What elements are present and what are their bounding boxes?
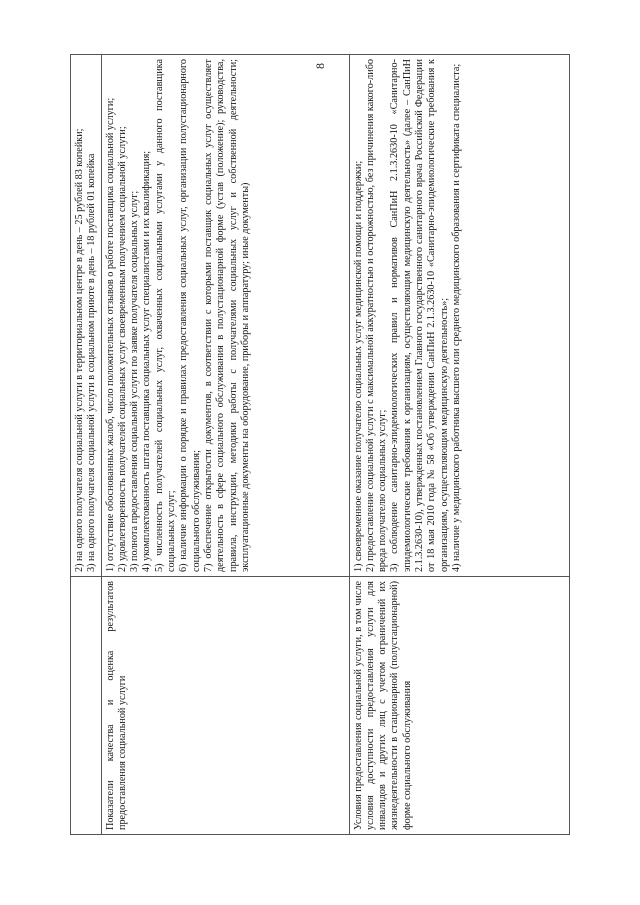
list-item: 3) полнота предоставления социальной услуги по заявке получателя социальных услуг; bbox=[129, 190, 141, 572]
row-1-value-cell bbox=[71, 55, 102, 577]
services-table bbox=[70, 54, 570, 835]
list-item: 3) соблюдение санитарно-эпидемиологических правил и нормативов СанПиН 2.1.3.2630-10 «Санитарно-эпидемиологические требования к организациям, осуществляющим медицинскую деятельность» (далее – СанПиН 2.1.3.2630-10), утвержденных постановлением Главного государственного санитарного врача Российской Федерации от 18 мая 2010 года № 58 «Об утверждении СанПиН 2.1.3.2630-10 «Санитарно-эпидемиологические требования к организациям, осуществляющим медицинскую деятельность»; bbox=[389, 59, 450, 572]
row-2-value-cell bbox=[101, 55, 349, 577]
list-item: 2) на одного получателя социальной услуги в территориальном центре в день – 25 рублей 83 копейки; bbox=[74, 128, 85, 572]
table-row bbox=[101, 55, 349, 835]
list-item: 1) своевременное оказание получателю социальных услуг медицинской помощи и поддержки; bbox=[352, 160, 364, 572]
list-item: 6) наличие информации о порядке и правилах предоставления социальных услуг, организации полустационарного социального обслуживания; bbox=[178, 59, 202, 572]
list-item: 1) отсутствие обоснованных жалоб, число положительных отзывов о работе поставщика социальной услуги; bbox=[104, 97, 116, 572]
list-item: 4) укомплектованность штата поставщика социальных услуг специалистами и их квалификация; bbox=[141, 150, 153, 572]
list-item: 7) обеспечение открытости документов, в соответствии с которыми поставщик социальных услуг осуществляет деятельность в сфере социального обслуживания в полустационарной форме (устав (положение); руководства, правила, инструкции, методики работы с получателями социальных услуг и собственной деятельности; эксплуатационные документы на оборудование, приборы и аппаратуру; иные документы) bbox=[202, 59, 251, 572]
rotated-page-content bbox=[70, 55, 570, 835]
row-2-label-cell: Показатели качества и оценка результатов предоставления социальной услуги bbox=[101, 577, 349, 835]
list-item: 3) на одного получателя социальной услуги в социальном приюте в день – 18 рублей 01 копейка bbox=[86, 153, 98, 572]
list-item: 2) предоставление социальной услуги с максимальной аккуратностью и осторожностью, без причинения какого-либо вреда получателю социальных услуг; bbox=[364, 59, 389, 572]
list-item: 4) наличие у медицинского работника высшего или среднего медицинского образования и сертификата специалиста; bbox=[450, 63, 462, 572]
list-item: 5) численность получателей социальных услуг, охваченных социальными услугами у данного поставщика социальных услуг; bbox=[153, 59, 178, 572]
row-3-value-cell bbox=[349, 55, 569, 577]
table-row bbox=[349, 55, 569, 835]
table-row bbox=[71, 55, 102, 835]
row-1-label-cell bbox=[71, 577, 102, 835]
page-number: 8 bbox=[313, 63, 327, 69]
list-item: 2) удовлетворенность получателей социальных услуг своевременным получением социальной услуги; bbox=[116, 126, 128, 572]
row-3-label-cell: Условия предоставления социальной услуги, в том числе условия доступности предоставления услуги для инвалидов и других лиц с учетом ограничений их жизнедеятельности в стационарной (полустационарной) форме социального обслуживания bbox=[349, 577, 569, 835]
